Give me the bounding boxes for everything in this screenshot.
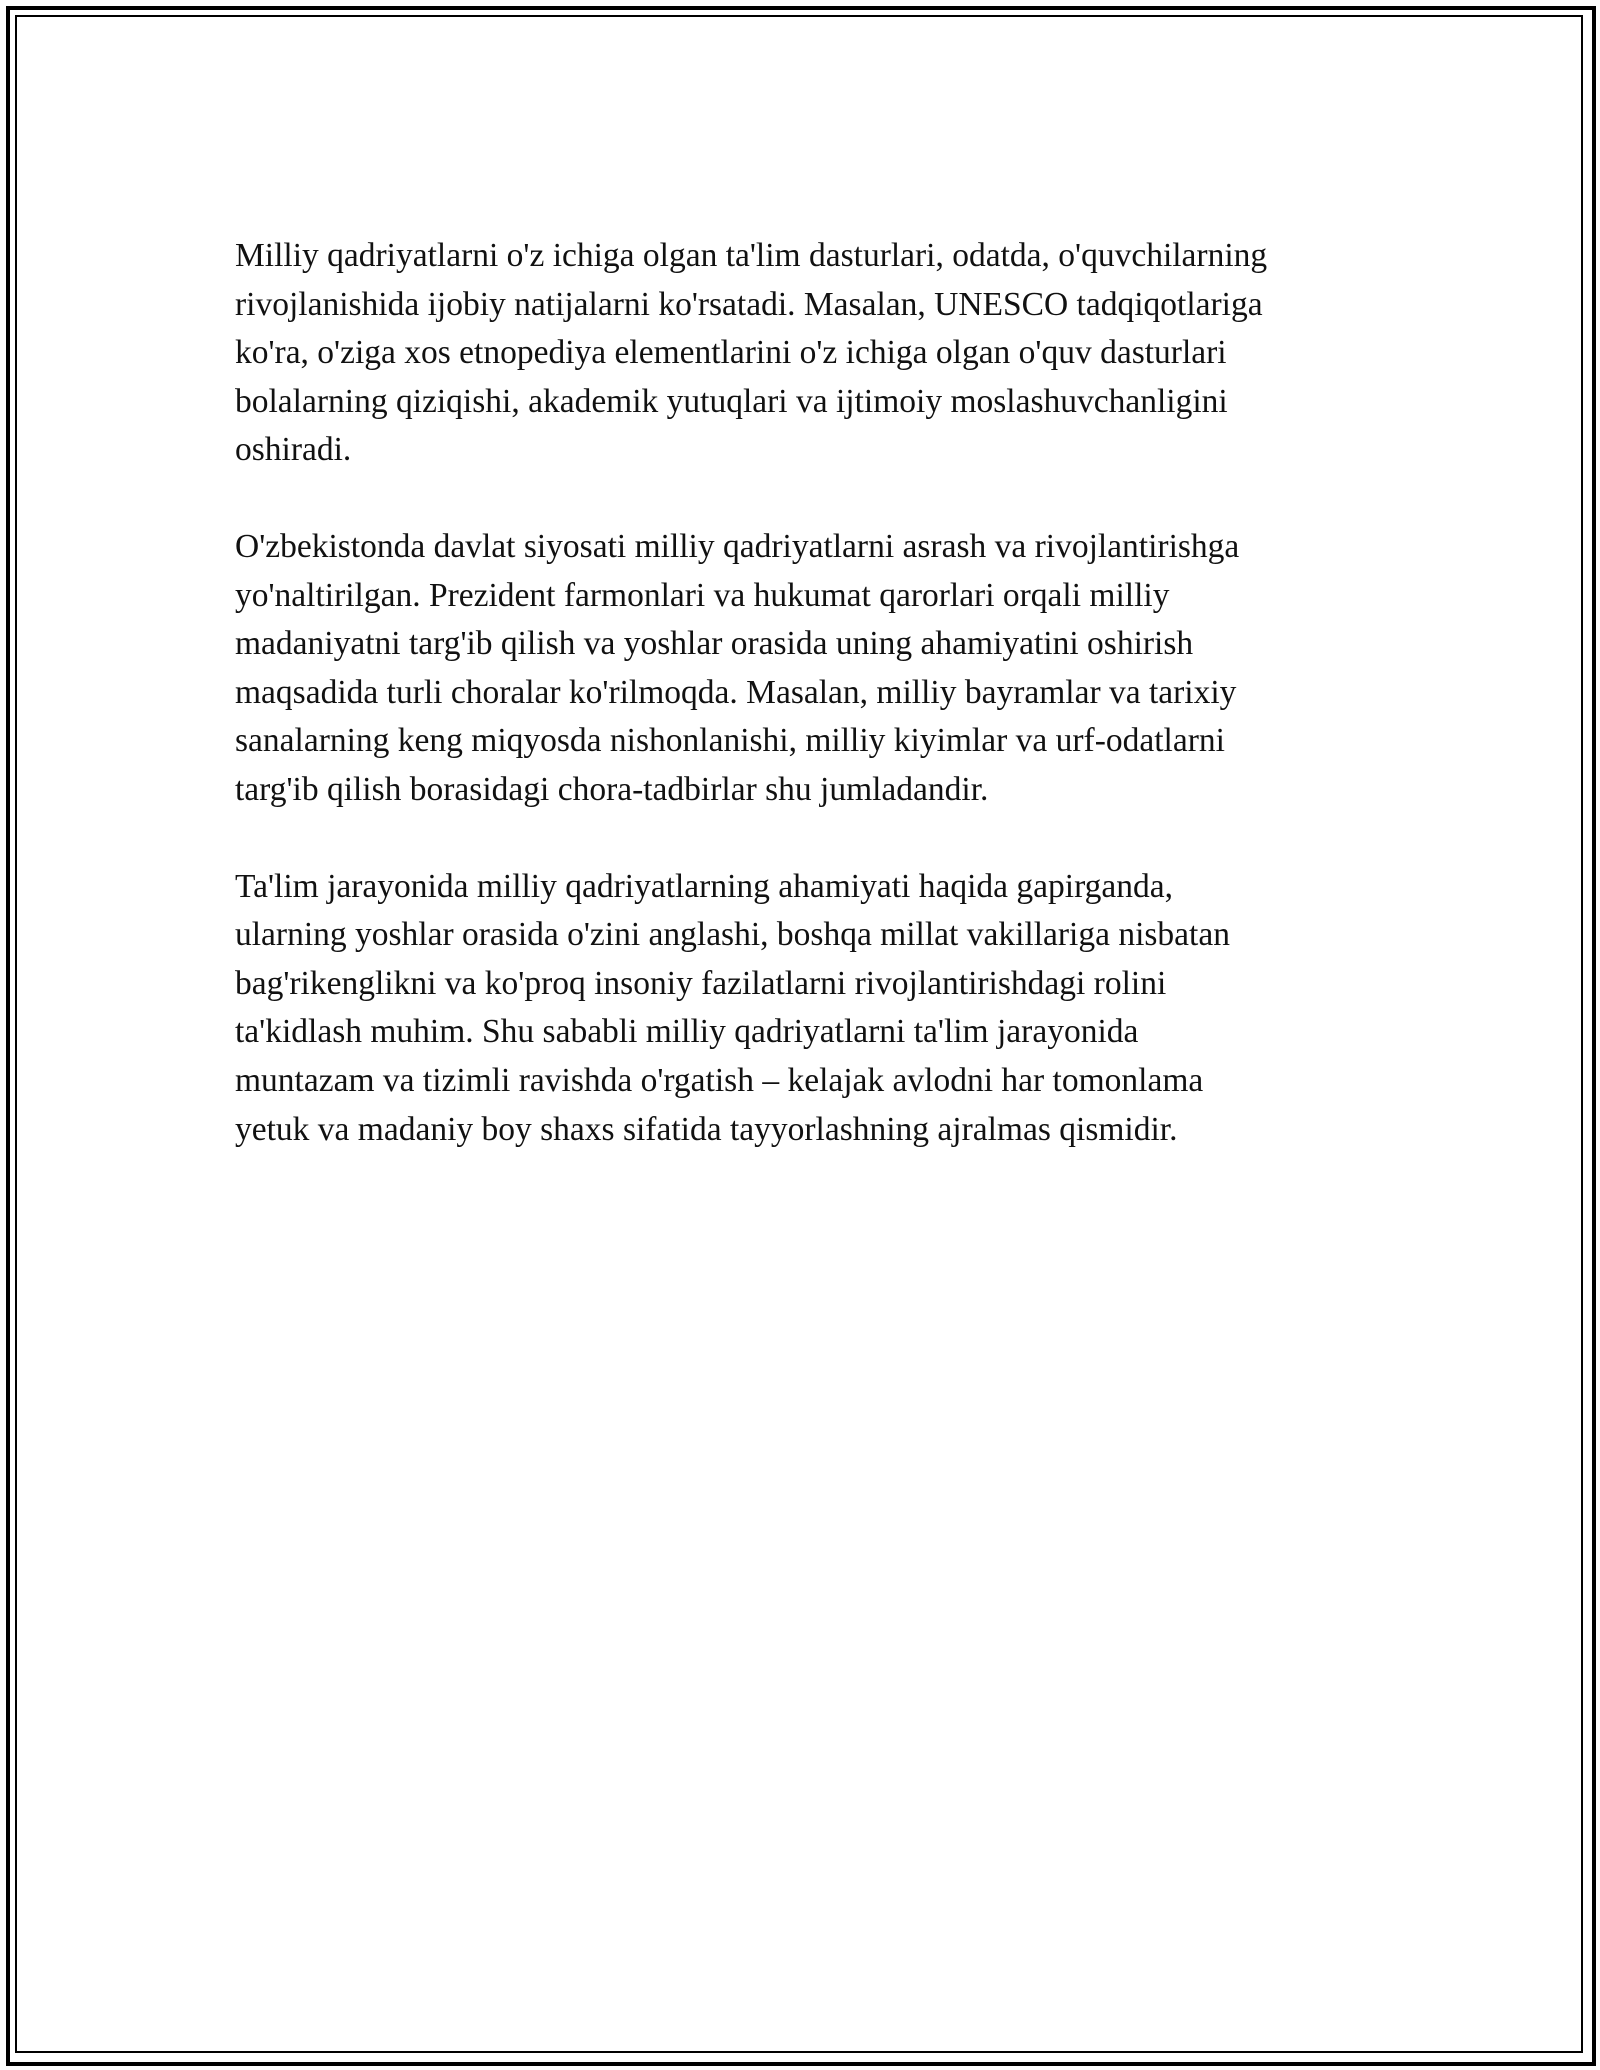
document-body <box>235 232 1375 1202</box>
paragraph-2: O'zbekistonda davlat siyosati milliy qadriyatlarni asrash va rivojlantirishga yo'naltirilgan. Prezident farmonlari va hukumat qarorlari orqali milliy madaniyatni targ'ib qilish va yoshlar orasida uning ahamiyatini oshirish maqsadida turli choralar ko'rilmoqda. Masalan, milliy bayramlar va tarixiy sanalarning keng miqyosda nishonlanishi, milliy kiyimlar va urf-odatlarni targ'ib qilish borasidagi chora-tadbirlar shu jumladandir. <box>235 527 1240 808</box>
paragraph-3: Ta'lim jarayonida milliy qadriyatlarning ahamiyati haqida gapirganda, ularning yoshlar orasida o'zini anglashi, boshqa millat vakillariga nisbatan bag'rikenglikni va ko'proq insoniy fazilatlarni rivojlantirishdagi rolini ta'kidlash muhim. Shu sababli milliy qadriyatlarni ta'lim jarayonida muntazam va tizimli ravishda o'rgatish – kelajak avlodni har tomonlama yetuk va madaniy boy shaxs sifatida tayyorlashning ajralmas qismidir. <box>235 867 1230 1148</box>
paragraph-1: Milliy qadriyatlarni o'z ichiga olgan ta'lim dasturlari, odatda, o'quvchilarning rivojlanishida ijobiy natijalarni ko'rsatadi. Masalan, UNESCO tadqiqotlariga ko'ra, o'ziga xos etnopediya elementlarini o'z ichiga olgan o'quv dasturlari bolalarning qiziqishi, akademik yutuqlari va ijtimoiy moslashuvchanligini oshiradi. <box>235 237 1268 469</box>
